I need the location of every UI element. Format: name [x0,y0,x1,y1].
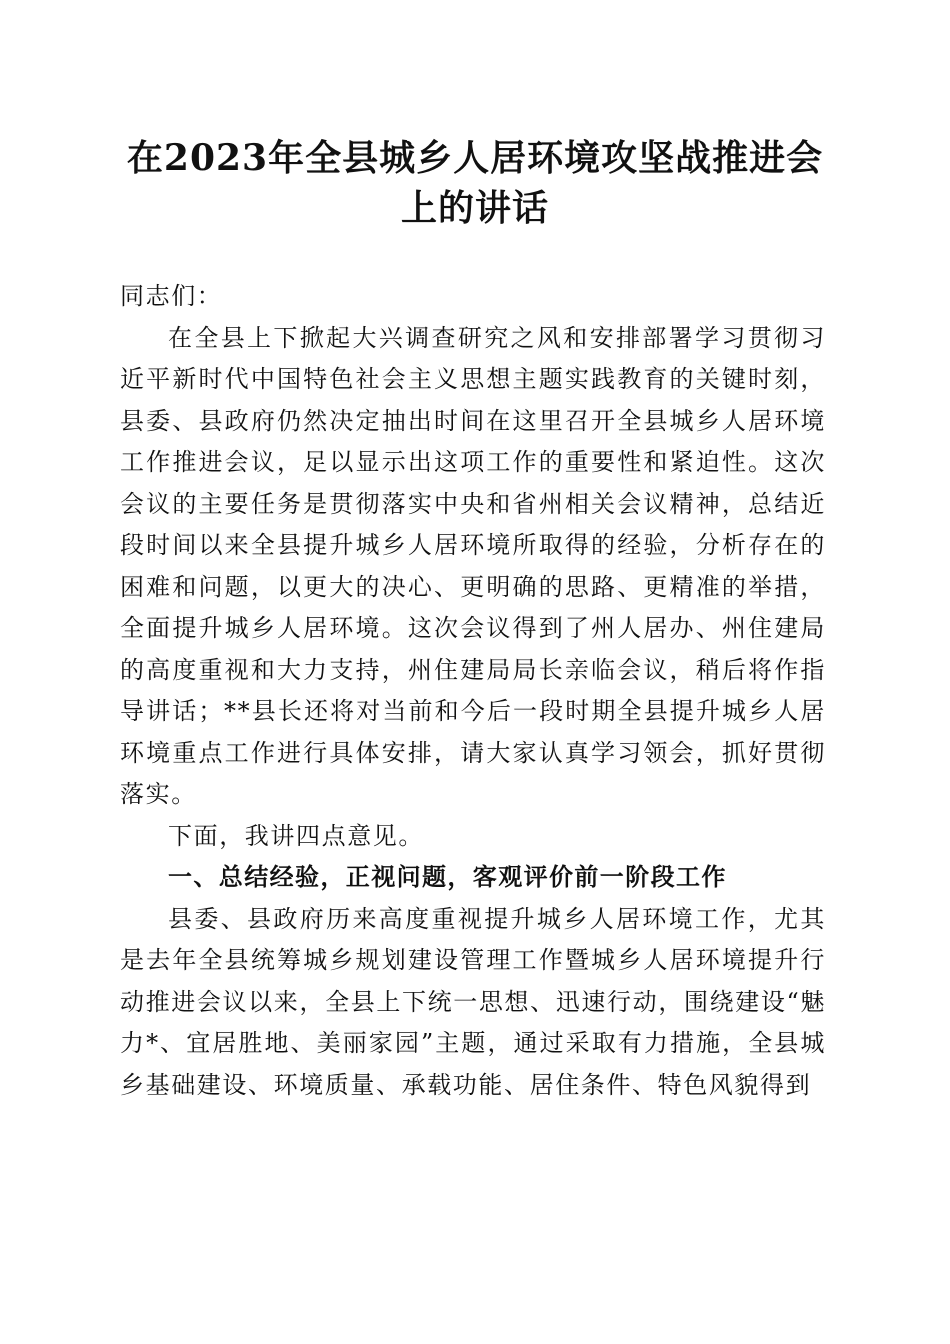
section-paragraph: 县委、县政府历来高度重视提升城乡人居环境工作，尤其是去年全县统筹城乡规划建设管理工作暨城乡人居环境提升行动推进会议以来，全县上下统一思想、迅速行动，围绕建设“魅力*、宜居胜地、美丽家园”主题，通过采取有力措施，全县城乡基础建设、环境质量、承载功能、居住条件、特色风貌得到 [120,904,826,1099]
intro-paragraph: 在全县上下掀起大兴调查研究之风和安排部署学习贯彻习近平新时代中国特色社会主义思想主题实践教育的关键时刻，县委、县政府仍然决定抽出时间在这里召开全县城乡人居环境工作推进会议，足以显示出这项工作的重要性和紧迫性。这次会议的主要任务是贯彻落实中央和省州相关会议精神，总结近段时间以来全县提升城乡人居环境所取得的经验，分析存在的困难和问题，以更大的决心、更明确的思路、更精准的举措，全面提升城乡人居环境。这次会议得到了州人居办、州住建局的高度重视和大力支持，州住建局局长亲临会议，稍后将作指导讲话；**县长还将对当前和今后一段时期全县提升城乡人居环境重点工作进行具体安排，请大家认真学习领会，抓好贯彻落实。 [120,323,826,808]
document-body [120,276,826,1106]
salutation: 同志们： [120,282,223,310]
document-title: 在2023年全县城乡人居环境攻坚战推进会上的讲话 [126,137,824,229]
section-heading: 一、总结经验，正视问题，客观评价前一阶段工作 [168,863,727,891]
transition-paragraph: 下面，我讲四点意见。 [168,821,424,850]
